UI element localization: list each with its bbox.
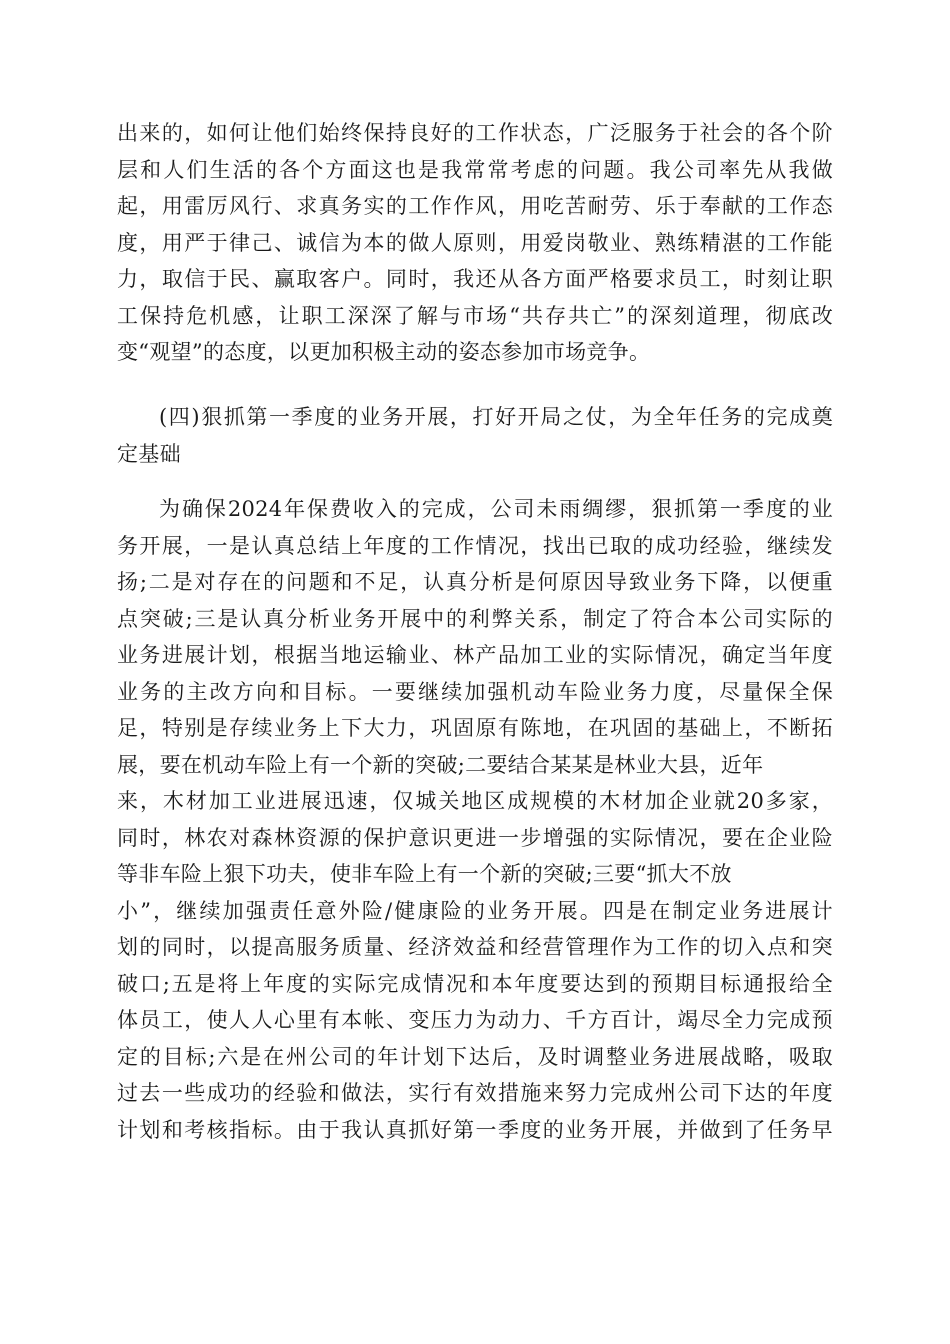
heading-line: 定基础	[117, 441, 181, 466]
text-line: 变“观望”的态度，以更加积极主动的姿态参加市场竞争。	[117, 340, 651, 364]
text-line: 度，用严于律己、诚信为本的做人原则，用爱岗敬业、熟练精湛的工作能	[117, 230, 833, 255]
text-line: 等非车险上狠下功夫，使非车险上有一个新的突破;三要“抓大不放	[117, 862, 732, 886]
text-line: 务开展，一是认真总结上年度的工作情况，找出已取的成功经验，继续发	[117, 533, 833, 558]
text-line: 工保持危机感，让职工深深了解与市场“共存共亡”的深刻道理，彻底改	[117, 303, 833, 328]
text-line: 体员工，使人人心里有本帐、变压力为动力、千方百计，竭尽全力完成预	[117, 1008, 833, 1032]
text-line: 破口;五是将上年度的实际完成情况和本年度要达到的预期目标通报给全	[117, 971, 833, 996]
text-line: 足，特别是存续业务上下大力，巩固原有陈地，在巩固的基础上，不断拓	[117, 716, 833, 740]
text-line: 定的目标;六是在州公司的年计划下达后，及时调整业务进展战略，吸取	[117, 1044, 833, 1069]
text-line: 同时，林农对森林资源的保护意识更进一步增强的实际情况，要在企业险	[117, 825, 833, 850]
text-line: 业务的主改方向和目标。一要继续加强机动车险业务力度，尽量保全保	[117, 679, 833, 704]
text-line: 展，要在机动车险上有一个新的突破;二要结合某某是林业大县，近年	[117, 752, 764, 777]
text-line: 点突破;三是认真分析业务开展中的利弊关系，制定了符合本公司实际的	[117, 606, 833, 631]
paragraph-first-quarter-business	[117, 491, 833, 1148]
text-line: 过去一些成功的经验和做法，实行有效措施来努力完成州公司下达的年度	[117, 1081, 833, 1105]
text-line: 力，取信于民、赢取客户。同时，我还从各方面严格要求员工，时刻让职	[117, 267, 833, 291]
text-line: 为确保2024年保费收入的完成，公司未雨绸缪，狠抓第一季度的业	[159, 497, 833, 521]
section-heading-four	[117, 399, 833, 472]
text-line: 来，木材加工业进展迅速，仅城关地区成规模的木材加企业就20多家，	[117, 789, 833, 813]
text-line: 计划和考核指标。由于我认真抓好第一季度的业务开展，并做到了任务早	[117, 1117, 833, 1142]
text-line: 小”，继续加强责任意外险/健康险的业务开展。四是在制定业务进展计	[117, 898, 833, 923]
text-line: 业务进展计划，根据当地运输业、林产品加工业的实际情况，确定当年度	[117, 643, 833, 667]
text-line: 层和人们生活的各个方面这也是我常常考虑的问题。我公司率先从我做	[117, 157, 833, 182]
text-line: 划的同时，以提高服务质量、经济效益和经营管理作为工作的切入点和突	[117, 935, 833, 959]
paragraph-service-attitude	[117, 115, 833, 371]
heading-line: (四)狠抓第一季度的业务开展，打好开局之仗，为全年任务的完成奠	[159, 405, 833, 429]
text-line: 扬;二是对存在的问题和不足，认真分析是何原因导致业务下降，以便重	[117, 570, 833, 594]
text-line: 出来的，如何让他们始终保持良好的工作状态，广泛服务于社会的各个阶	[117, 121, 833, 145]
text-line: 起，用雷厉风行、求真务实的工作作风，用吃苦耐劳、乐于奉献的工作态	[117, 194, 833, 218]
